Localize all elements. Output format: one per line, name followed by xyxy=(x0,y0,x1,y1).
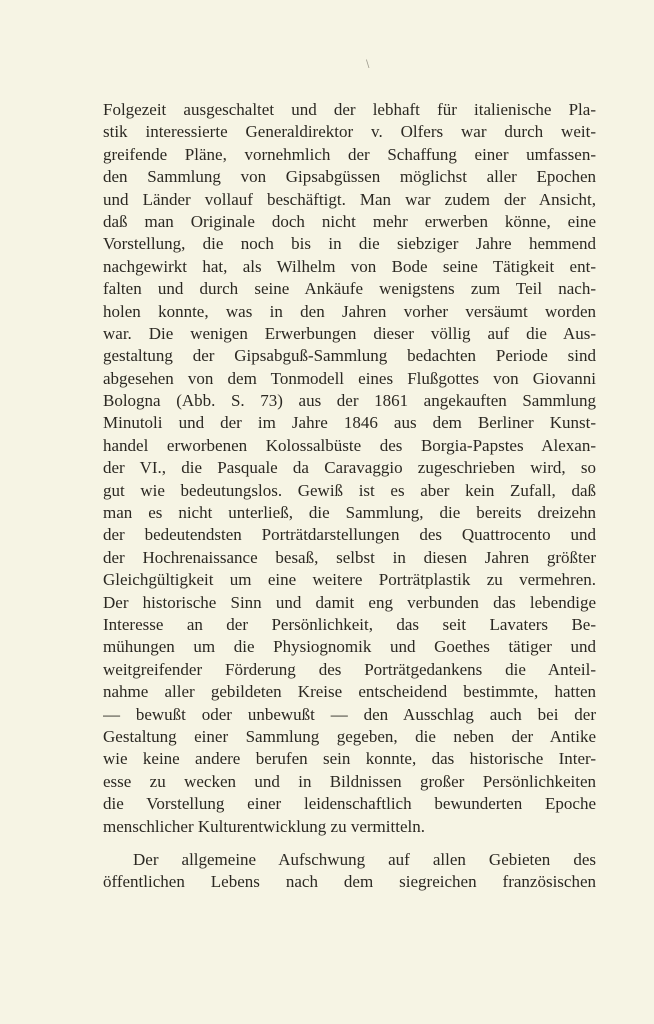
paragraph-gap xyxy=(103,838,596,849)
text-line: menschlicher Kulturentwicklung zu vermitteln. xyxy=(103,816,425,836)
text-line: nachgewirkt hat, als Wilhelm von Bode seine Tätigkeit ent- xyxy=(103,256,596,276)
text-line: mühungen um die Physiognomik und Goethes tätiger und xyxy=(103,637,596,657)
text-line: Interesse an der Persönlichkeit, das seit Lavaters Be- xyxy=(103,614,596,634)
text-line: der VI., die Pasquale da Caravaggio zugeschrieben wird, so xyxy=(103,458,596,478)
text-line: abgesehen von dem Tonmodell eines Flußgottes von Giovanni xyxy=(103,368,596,388)
text-line: daß man Originale doch nicht mehr erwerben könne, eine xyxy=(103,211,596,231)
text-line: man es nicht unterließ, die Sammlung, die bereits dreizehn xyxy=(103,503,596,523)
text-line: gut wie bedeutungslos. Gewiß ist es aber kein Zufall, daß xyxy=(103,480,596,500)
text-line: greifende Pläne, vornehmlich der Schaffung einer umfassen- xyxy=(103,144,596,164)
text-line: Folgezeit ausgeschaltet und der lebhaft für italienische Pla- xyxy=(103,100,596,119)
text-line: und Länder vollauf beschäftigt. Man war zudem der Ansicht, xyxy=(103,189,596,209)
text-line: die Vorstellung einer leidenschaftlich bewunderten Epoche xyxy=(103,794,596,814)
text-line: der bedeutendsten Porträtdarstellungen des Quattrocento und xyxy=(103,525,596,545)
text-line: falten und durch seine Ankäufe wenigstens zum Teil nach- xyxy=(103,279,596,299)
text-line: öffentlichen Lebens nach dem siegreichen französischen xyxy=(103,872,596,892)
text-line: weitgreifender Förderung des Porträtgedankens die Anteil- xyxy=(103,659,596,679)
text-line: Der allgemeine Aufschwung auf allen Gebieten des xyxy=(133,849,596,869)
text-line: gestaltung der Gipsabguß-Sammlung bedachten Periode sind xyxy=(103,346,596,366)
page-mark: \ xyxy=(366,59,370,70)
text-line: Bologna (Abb. S. 73) aus der 1861 angekauften Sammlung xyxy=(103,391,596,411)
body-text xyxy=(103,99,596,894)
text-line: — bewußt oder unbewußt — den Ausschlag auch bei der xyxy=(103,704,596,724)
text-line: handel erworbenen Kolossalbüste des Borgia-Papstes Alexan- xyxy=(103,435,596,455)
text-line: nahme aller gebildeten Kreise entscheidend bestimmte, hatten xyxy=(103,682,596,702)
text-line: den Sammlung von Gipsabgüssen möglichst aller Epochen xyxy=(103,167,596,187)
text-line: stik interessierte Generaldirektor v. Olfers war durch weit- xyxy=(103,122,596,142)
text-line: Minutoli und der im Jahre 1846 aus dem Berliner Kunst- xyxy=(103,413,596,433)
text-line: esse zu wecken und in Bildnissen großer Persönlichkeiten xyxy=(103,771,596,791)
text-line: der Hochrenaissance besaß, selbst in diesen Jahren größter xyxy=(103,547,596,567)
text-line: war. Die wenigen Erwerbungen dieser völlig auf die Aus- xyxy=(103,323,596,343)
text-line: Vorstellung, die noch bis in die siebziger Jahre hemmend xyxy=(103,234,596,254)
text-line: Gleichgültigkeit um eine weitere Porträtplastik zu vermehren. xyxy=(103,570,596,590)
text-line: Gestaltung einer Sammlung gegeben, die neben der Antike xyxy=(103,726,596,746)
text-line: wie keine andere berufen sein konnte, das historische Inter- xyxy=(103,749,596,769)
text-line: holen konnte, was in den Jahren vorher versäumt worden xyxy=(103,301,596,321)
text-line: Der historische Sinn und damit eng verbunden das lebendige xyxy=(103,592,596,612)
